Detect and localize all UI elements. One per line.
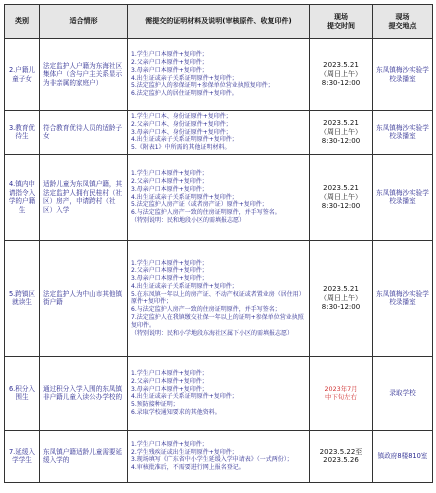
material-item: 2.学生残疾证或出生证明原件+复印件； xyxy=(131,448,238,456)
material-item: 3.母亲户口本、身份证原件+复印件； xyxy=(131,128,232,136)
material-item: 2.父亲户口本原件+复印件； xyxy=(131,377,208,385)
row-time: 2023.5.21 （周日上午） 8:30-12:00 xyxy=(310,240,373,356)
header-time: 现场 提交时间 xyxy=(310,5,373,39)
row-place: 东凤镇梅沙实验学校录播室 xyxy=(373,39,433,111)
row-place: 录取学校 xyxy=(373,356,433,430)
header-category: 类别 xyxy=(5,5,40,39)
material-item: 4.出生证或亲子关系证明原件+复印件； xyxy=(131,74,238,82)
row-place: 镇政府8楼810室 xyxy=(373,430,433,482)
table-row xyxy=(5,39,433,111)
row-condition: 通过积分入学入围的东凤镇非户籍儿童入读公办学校的 xyxy=(40,356,128,430)
row-materials xyxy=(128,240,310,356)
material-item: 5.预防接种证明； xyxy=(131,401,179,409)
table-header-row xyxy=(5,5,433,39)
row-time: 2023.5.22至 2023.5.26 xyxy=(310,430,373,482)
material-item: 6.录取学校通知要求的其他资料。 xyxy=(131,409,221,417)
header-place: 现场 提交地点 xyxy=(373,5,433,39)
material-item: 4.审核批准后，不需要进行网上报名登记。 xyxy=(131,464,245,472)
row-category: 6.积分入围生 xyxy=(5,356,40,430)
row-condition: 符合教育优待人员的适龄子女 xyxy=(40,111,128,155)
requirements-table xyxy=(4,4,433,483)
row-materials xyxy=(128,154,310,240)
material-item: 3.母亲户口本原件+复印件； xyxy=(131,66,208,74)
material-item: 2.父亲户口本原件+复印件； xyxy=(131,58,208,66)
material-item: 3.母亲户口本原件+复印件； xyxy=(131,185,208,193)
header-materials: 需提交的证明材料及说明(审核原件、收复印件) xyxy=(128,5,310,39)
row-condition: 适龄儿童为东凤镇户籍，其法定监护人拥有民桂村（社区）房产，申请跨村（社区）入学 xyxy=(40,154,128,240)
table-row xyxy=(5,430,433,482)
material-item: 5.法定监护人的参保证明+参保单位营业执照复印件； xyxy=(131,82,274,90)
row-place: 东凤镇梅沙实验学校录播室 xyxy=(373,240,433,356)
row-time: 2023.5.21 （周日上午） 8:30-12:00 xyxy=(310,154,373,240)
material-item: 1.学生户口本原件+复印件； xyxy=(131,51,208,59)
material-item: 5.在东凤镇一年以上的房产证、不动产权证或者置业房（居住用）原件+复印件； xyxy=(131,290,305,306)
row-time: 2023年7月 中下旬左右 xyxy=(310,356,373,430)
row-materials xyxy=(128,356,310,430)
row-place: 东凤镇梅沙实验学校录播室 xyxy=(373,154,433,240)
material-item: 2.父亲户口本、身份证原件+复印件； xyxy=(131,120,232,128)
material-item: 1.学生户口本原件+复印件； xyxy=(131,370,208,378)
table-row xyxy=(5,154,433,240)
material-item: 4.出生证或亲子关系证明原件+复印件； xyxy=(131,393,238,401)
material-item: 5.《附表1》中所需的其他证明材料。 xyxy=(131,144,231,152)
material-item: 4.出生证或亲子关系证明原件+复印件； xyxy=(131,282,238,290)
material-item: 2.父亲户口本原件+复印件； xyxy=(131,267,208,275)
material-item: 3.母亲户口本原件+复印件； xyxy=(131,275,208,283)
material-item: 2.父亲户口本原件+复印件； xyxy=(131,177,208,185)
row-category: 3.教育优待生 xyxy=(5,111,40,155)
row-category: 5.跨镇区就读生 xyxy=(5,240,40,356)
material-item: 6.与法定监护人房产一致的住房证明原件，并手写签名； xyxy=(131,306,281,314)
material-item: 1.学生户口本原件+复印件； xyxy=(131,440,208,448)
row-time: 2023.5.21 （周日上午） 8:30-12:00 xyxy=(310,39,373,111)
row-materials xyxy=(128,430,310,482)
row-place: 东凤镇梅沙实验学校录播室 xyxy=(373,111,433,155)
material-item: 6.与法定监护人房产一致的住房证明原件，并手写签名。 xyxy=(131,209,281,217)
material-item: 1.学生户口本原件+复印件； xyxy=(131,259,208,267)
row-category: 2.户籍儿童子女 xyxy=(5,39,40,111)
header-condition: 适合情形 xyxy=(40,5,128,39)
material-item: 4.出生证或亲子关系证明原件+复印件； xyxy=(131,136,238,144)
material-item: 5.法定监护人房产证（或者房产证）原件+复印件； xyxy=(131,201,268,209)
material-item: 3.现场填写《广东省中小学生延缓入学申请表》（一式两份）； xyxy=(131,456,293,464)
material-item: 1.学生户口本原件+复印件； xyxy=(131,170,208,178)
material-item: 4.出生证或亲子关系证明原件+复印件； xyxy=(131,193,238,201)
table-row xyxy=(5,240,433,356)
material-item: （特别说明：民和地段小区的需填报志愿） xyxy=(131,216,246,224)
row-materials xyxy=(128,111,310,155)
row-condition: 法定监护人户籍为东海社区集体户（含与户主关系显示为非亲属的家庭户） xyxy=(40,39,128,111)
table-row xyxy=(5,111,433,155)
table-row xyxy=(5,356,433,430)
material-item: （特别说明：民和小学地段东海社区属下小区的需填报志愿） xyxy=(131,329,294,337)
row-materials xyxy=(128,39,310,111)
row-category: 4.镇内申请指令入学的户籍生 xyxy=(5,154,40,240)
material-item: 3.母亲户口本原件+复印件； xyxy=(131,385,208,393)
material-item: 7.法定监护人在我镇缴交社保一年以上的证明+参保单位营业执照复印件。 xyxy=(131,314,304,329)
row-time: 2023.5.21 （周日上午） 8:30-12:00 xyxy=(310,111,373,155)
row-condition: 法定监护人为中山市其他镇街户籍 xyxy=(40,240,128,356)
row-condition: 东凤镇户籍适龄儿童需要延缓入学的 xyxy=(40,430,128,482)
row-category: 7.延缓入学学生 xyxy=(5,430,40,482)
material-item: 1.学生户口本、身份证原件+复印件； xyxy=(131,113,232,120)
material-item: 6.法定监护人的居住证明原件+复印件。 xyxy=(131,90,238,98)
